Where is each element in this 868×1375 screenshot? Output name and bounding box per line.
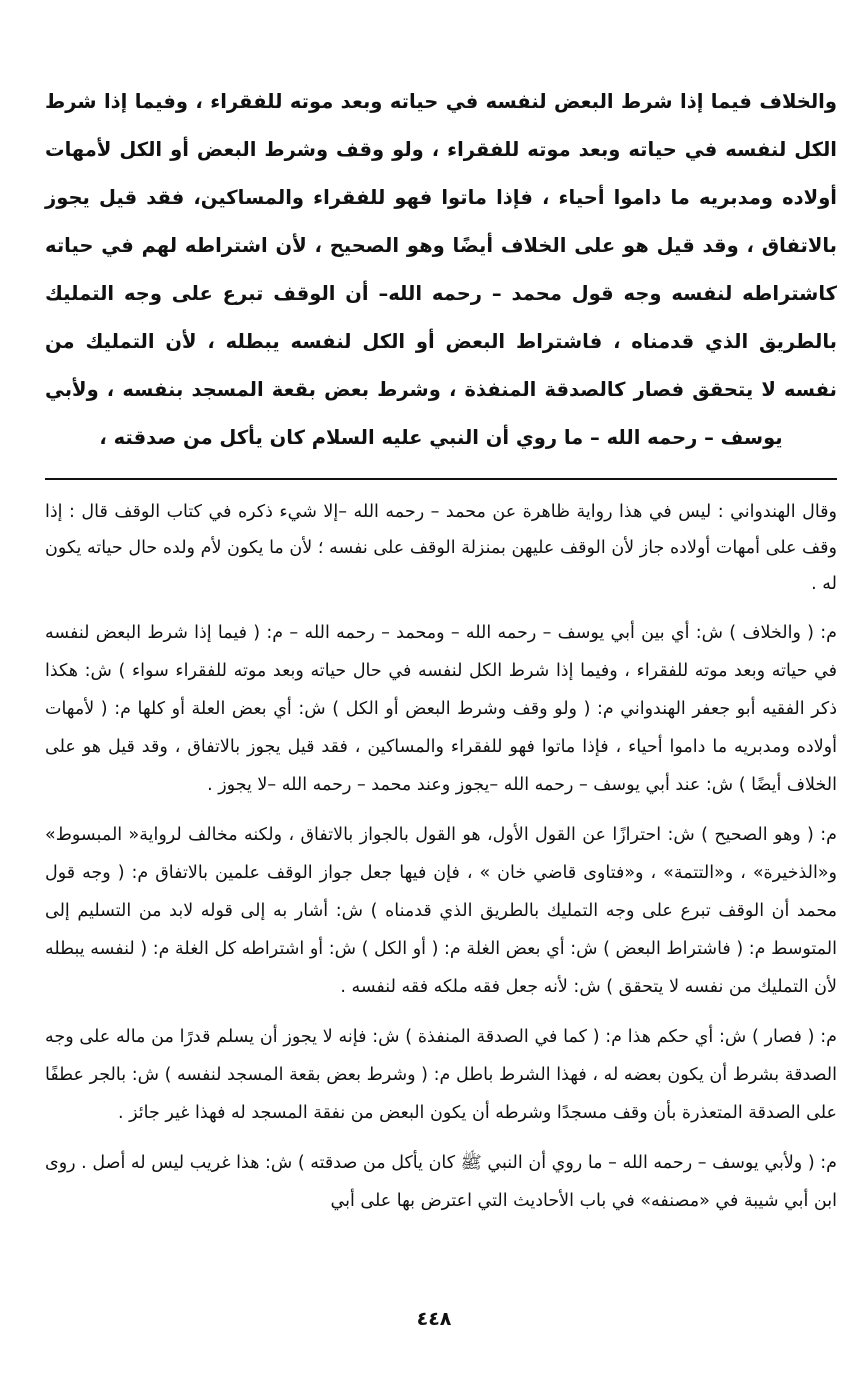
page-number: ٤٤٨ [416,1308,452,1330]
main-text-block: والخلاف فيما إذا شرط البعض لنفسه في حياته وبعد موته للفقراء ، وفيما إذا شرط الكل لنفسه في حياته وبعد موته للفقراء ، ولو وقف وشرط البعض أو الكل لأمهات أولاده ومدبريه ما داموا أحياء ، فإذا ماتوا فهو للفقراء والمساكين، فقد قيل يجوز بالاتفاق ، وقد قيل هو على الخلاف أيضًا وهو الصحيح ، لأن اشتراطه لهم في حياته كاشتراطه لنفسه وجه قول محمد – رحمه الله– أن الوقف تبرع على وجه التمليك بالطريق الذي قدمناه ، فاشتراط البعض أو الكل لنفسه يبطله ، لأن التمليك من نفسه لا يتحقق فصار كالصدقة المنفذة ، وشرط بعض بقعة المسجد بنفسه ، ولأبي يوسف – رحمه الله – ما روي أن النبي عليه السلام كان يأكل من صدقته ، [45,90,837,449]
commentary-paragraph-1: م: ( والخلاف ) ش: أي بين أبي يوسف – رحمه الله – ومحمد – رحمه الله – م: ( فيما إذا شرط البعض لنفسه في حياته وبعد موته للفقراء ، وفيما إذا شرط الكل لنفسه في حال حياته وبعد موته للفقراء سواء ) ش: هكذا ذكر الفقيه أبو جعفر الهندواني م: ( ولو وقف وشرط البعض أو الكل ) ش: أي بعض العلة أو كلها م: ( لأمهات أولاده ومدبريه ما داموا أحياء ، فإذا ماتوا فهو للفقراء والمساكين ، فقد قيل يجوز بالاتفاق ، وقد قيل هو على الخلاف أيضًا ) ش: عند أبي يوسف – رحمه الله –يجوز وعند محمد – رحمه الله –لا يجوز . [45,623,837,795]
page-body [45,78,837,1232]
commentary-paragraph-4: م: ( ولأبي يوسف – رحمه الله – ما روي أن النبي ﷺ كان يأكل من صدقته ) ش: هذا غريب ليس له أصل . روى ابن أبي شيبة في «مصنفه» في باب الأحاديث التي اعترض بها على أبي [45,1153,837,1211]
commentary-section [45,614,837,1220]
footnote-section [45,494,837,602]
footnote-paragraph: وقال الهندواني : ليس في هذا رواية ظاهرة عن محمد – رحمه الله –إلا شيء ذكره في كتاب الوقف قال : إذا وقف على أمهات أولاده جاز لأن الوقف عليهن بمنزلة الوقف على نفسه ؛ لأن ما يكون لأم ولده حال حياته يكون له . [45,502,837,594]
commentary-paragraph-2: م: ( وهو الصحيح ) ش: احترازًا عن القول الأول، هو القول بالجواز بالاتفاق ، ولكنه مخالف لرواية« المبسوط» و«الذخيرة» ، و«التتمة» ، و«فتاوى قاضي خان » ، فإن فيها جعل جواز الوقف علمين بالاتفاق م: ( وجه قول محمد أن الوقف تبرع على وجه التمليك بالطريق الذي قدمناه ) ش: أشار به إلى قوله لابد من التسليم إلى المتوسط م: ( فاشتراط البعض ) ش: أي بعض الغلة م: ( أو الكل ) ش: أو اشتراطه كل الغلة م: ( لنفسه يبطله لأن التمليك من نفسه لا يتحقق ) ش: لأنه جعل فقه ملكه فقه لنفسه . [45,825,837,997]
text-divider [45,478,837,480]
commentary-paragraph-3: م: ( فصار ) ش: أي حكم هذا م: ( كما في الصدقة المنفذة ) ش: فإنه لا يجوز أن يسلم قدرًا من ماله على وجه الصدقة بشرط أن يكون بعضه له ، فهذا الشرط باطل م: ( وشرط بعض بقعة المسجد لنفسه ) ش: بالجر عطفًا على الصدقة المتعذرة بأن وقف مسجدًا وشرطه أن يكون البعض من نفقة المسجد له فهذا غير جائز . [45,1027,837,1123]
